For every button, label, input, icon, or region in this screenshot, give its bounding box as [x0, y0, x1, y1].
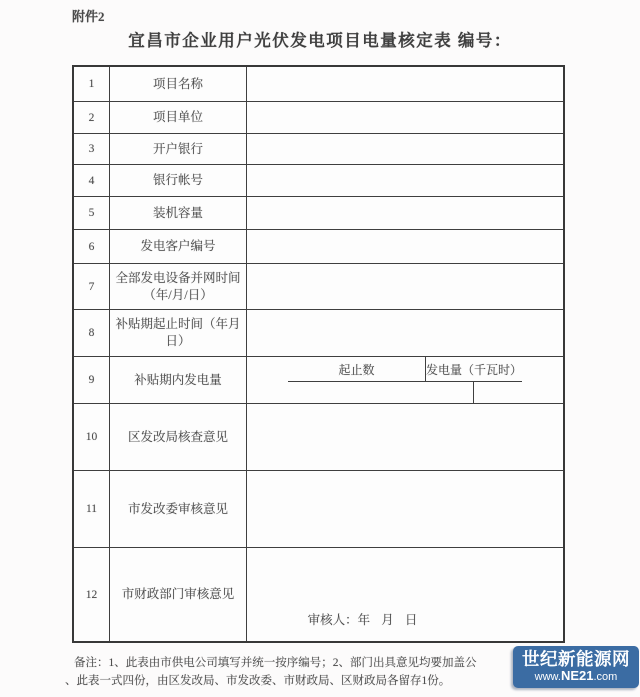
watermark-url-bold: NE21	[560, 668, 594, 683]
row-label: 全部发电设备并网时间（年/月/日）	[110, 264, 247, 309]
value-cell	[247, 310, 563, 356]
value-cell	[247, 404, 563, 470]
table-row	[74, 548, 563, 641]
table-row	[74, 471, 563, 548]
row-number: 5	[74, 197, 110, 229]
reviewer-label: 审核人：	[307, 613, 358, 627]
row-number: 12	[74, 548, 110, 641]
table-row	[74, 310, 563, 357]
value-cell	[247, 197, 563, 229]
row-number: 3	[74, 134, 110, 164]
row-number: 6	[74, 230, 110, 263]
verification-table	[72, 65, 565, 643]
table-row	[74, 404, 563, 471]
watermark-site-name: 世纪新能源网	[522, 649, 630, 669]
watermark	[513, 646, 639, 688]
table-row	[74, 357, 563, 404]
row-label: 补贴期内发电量	[110, 357, 247, 403]
row-number: 10	[74, 404, 110, 470]
page-title: 宜昌市企业用户光伏发电项目电量核定表 编号：	[128, 31, 512, 50]
row-number: 11	[74, 471, 110, 547]
row-label: 区发改局核查意见	[110, 404, 247, 470]
row-label: 发电客户编号	[110, 230, 247, 263]
reviewer-sign-row	[301, 597, 510, 641]
footnote-line: 、此表一式四份，由区发改局、市发改委、市财政局、区财政局各留存1份。	[65, 674, 451, 687]
row-number: 9	[74, 357, 110, 403]
row-label: 补贴期起止时间（年月日）	[110, 310, 247, 356]
value-cell	[247, 67, 563, 101]
watermark-url-suffix: .com	[593, 671, 618, 683]
value-cell	[247, 134, 563, 164]
value-cell	[247, 548, 563, 641]
row-label: 装机容量	[110, 197, 247, 229]
sign-date-placeholder: 年 月 日	[357, 613, 422, 627]
watermark-url-prefix: www.	[534, 671, 561, 683]
subvalue-row	[336, 382, 474, 403]
table-row	[74, 165, 563, 197]
row-label: 市财政部门审核意见	[110, 548, 247, 641]
row-number: 7	[74, 264, 110, 309]
footnotes	[65, 655, 477, 690]
subcol-header-generation: 发电量（千瓦时）	[425, 362, 522, 377]
attachment-label: 附件2	[72, 9, 105, 24]
table-row	[74, 134, 563, 165]
row-label: 项目名称	[110, 67, 247, 101]
table-row	[74, 102, 563, 134]
row-number: 1	[74, 67, 110, 101]
subcol-header-readings: 起止数	[288, 357, 426, 381]
table-row	[74, 264, 563, 310]
subheader-row	[288, 357, 522, 382]
value-cell	[247, 165, 563, 196]
row-number: 8	[74, 310, 110, 356]
table-row	[74, 197, 563, 230]
value-cell	[247, 471, 563, 547]
row-label: 开户银行	[110, 134, 247, 164]
footnote-line: 备注：1、此表由市供电公司填写并统一按序编号；2、部门出具意见均要加盖公	[74, 657, 477, 669]
value-cell	[247, 102, 563, 133]
value-cell	[247, 230, 563, 263]
table-row	[74, 67, 563, 102]
table-row	[74, 230, 563, 264]
value-cell	[247, 264, 563, 309]
value-cell	[247, 357, 563, 403]
row-number: 4	[74, 165, 110, 196]
row-label: 银行帐号	[110, 165, 247, 196]
row-label: 项目单位	[110, 102, 247, 133]
watermark-url	[535, 669, 618, 684]
row-number: 2	[74, 102, 110, 133]
row-label: 市发改委审核意见	[110, 471, 247, 547]
value-subcell	[336, 382, 474, 403]
